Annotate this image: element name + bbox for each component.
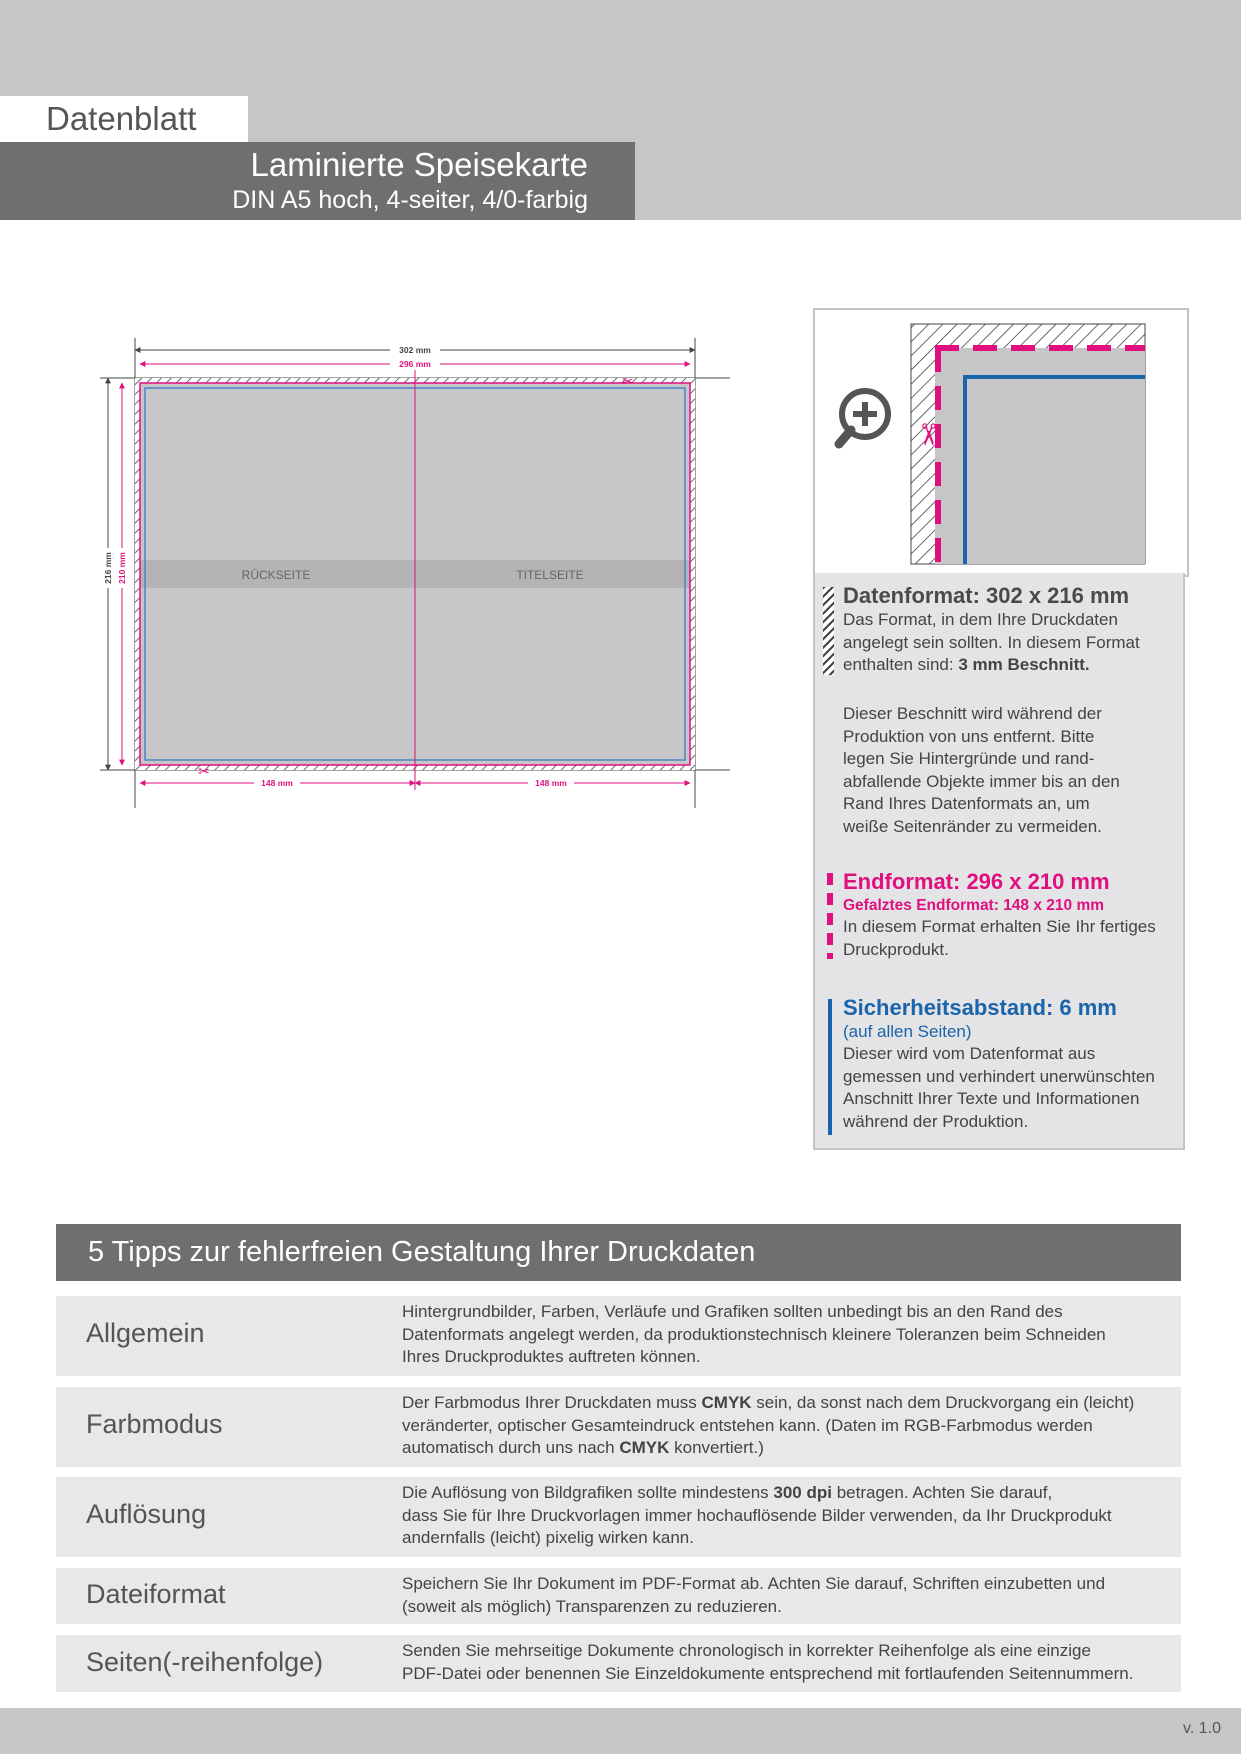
sicherheit-block [843,995,1175,1133]
info-panel [813,573,1185,1150]
tip-emphasis: 300 dpi [773,1483,832,1502]
datenformat-line [843,654,1175,677]
tip-line: andernfalls (leicht) pixelig wirken kann. [402,1528,694,1548]
right-page-label: TITELSEITE [516,568,584,582]
tip-line-part: Der Farbmodus Ihrer Druckdaten muss [402,1393,702,1412]
tip-text [402,1301,1171,1369]
scissors-icon: ✂ [622,373,634,389]
left-width-label: 148 mm [261,778,293,788]
footer-band [0,1708,1241,1754]
tip-text [402,1392,1171,1460]
zoom-panel [813,308,1189,577]
datenformat-title: Datenformat: 302 x 216 mm [843,583,1130,608]
note-line: Dieser Beschnitt wird während der [843,704,1102,723]
tip-line-part: betragen. Achten Sie darauf, [831,1483,1053,1502]
tip-line: Hintergrundbilder, Farben, Verläufe und Grafiken sollten unbedingt bis an den Rand des [402,1302,1063,1321]
scissors-icon: ✂ [911,422,944,448]
tip-line: dass Sie für Ihre Druckvorlagen immer hochauflösende Bilder verwenden, da Ihr Druckprodukt [402,1505,1112,1525]
doc-type-label: Datenblatt [0,96,248,142]
tip-line [402,1482,1171,1505]
tip-line-part: sein, da sonst nach dem Druckvorgang ein (leicht) [751,1393,1135,1412]
endformat-line: In diesem Format erhalten Sie Ihr fertiges [843,917,1156,936]
tip-row-allgemein [56,1296,1181,1376]
title-box [0,142,635,220]
safety-marker [828,999,832,1135]
sicherheit-title: Sicherheitsabstand: 6 mm [843,995,1117,1020]
tip-line: Ihres Druckproduktes auftreten können. [402,1347,701,1367]
inner-height-label: 210 mm [117,552,127,584]
outer-height-label: 216 mm [103,552,113,584]
tip-text [402,1573,1171,1618]
endformat-subtitle: Gefalztes Endformat: 148 x 210 mm [843,897,1105,914]
tip-label: Dateiformat [86,1579,226,1609]
left-page-label: RÜCKSEITE [241,568,311,582]
sicherheit-line: gemessen und verhindert unerwünschten [843,1066,1155,1086]
trim-marker [827,873,833,959]
endformat-block [843,869,1175,961]
tip-line: (soweit als möglich) Transparenzen zu reduzieren. [402,1596,782,1616]
note-line: Rand Ihres Datenformats an, um [843,794,1090,814]
tip-label: Farbmodus [86,1409,223,1439]
scissors-icon: ✂ [198,763,210,779]
datenformat-block [843,583,1175,677]
note-line: Produktion von uns entfernt. Bitte [843,726,1095,746]
outer-width-label: 302 mm [399,345,431,355]
note-line: legen Sie Hintergründe und rand- [843,749,1095,769]
tip-label: Seiten(-reihenfolge) [86,1647,324,1677]
tip-line [402,1437,1171,1460]
tip-line: Senden Sie mehrseitige Dokumente chronologisch in korrekter Reihenfolge als eine einzige [402,1641,1091,1660]
tip-line-part: Die Auflösung von Bildgrafiken sollte mindestens [402,1483,774,1502]
beschnitt-emphasis: 3 mm Beschnitt. [958,655,1090,675]
zoom-illustration [815,310,1187,575]
tip-line: PDF-Datei oder benennen Sie Einzeldokumente entsprechend mit fortlaufenden Seitennummern. [402,1663,1134,1683]
tip-line-part: automatisch durch uns nach [402,1438,620,1458]
endformat-title: Endformat: 296 x 210 mm [843,869,1110,894]
tip-label: Auflösung [86,1499,207,1529]
tip-label: Allgemein [86,1318,205,1348]
note-line: abfallende Objekte immer bis an den [843,771,1120,791]
tip-line: Speichern Sie Ihr Dokument im PDF-Format ab. Achten Sie darauf, Schriften einzubetten und [402,1574,1106,1593]
tip-row-farbmodus [56,1387,1181,1467]
sicherheit-line: Dieser wird vom Datenformat aus [843,1044,1096,1063]
beschnitt-note [843,703,1175,839]
endformat-line: Druckprodukt. [843,939,949,959]
tip-row-dateiformat [56,1568,1181,1624]
datenformat-line: angelegt sein sollten. In diesem Format [843,632,1140,652]
tips-heading: 5 Tipps zur fehlerfreien Gestaltung Ihrer Druckdaten [56,1224,1181,1281]
tip-row-seiten [56,1635,1181,1692]
tip-text [402,1482,1171,1550]
sicherheit-line: Anschnitt Ihrer Texte und Informationen [843,1089,1140,1109]
inner-width-label: 296 mm [399,359,431,369]
sicherheit-subtitle: (auf allen Seiten) [843,1022,972,1041]
tip-row-aufloesung [56,1477,1181,1557]
tip-emphasis: CMYK [619,1438,670,1458]
right-width-label: 148 mm [535,778,567,788]
tip-line-part: konvertiert.) [669,1438,764,1458]
tip-emphasis: CMYK [701,1393,752,1412]
bleed-marker [823,587,834,675]
page-subtitle: DIN A5 hoch, 4-seiter, 4/0-farbig [232,186,588,214]
note-line: weiße Seitenränder zu vermeiden. [843,816,1102,836]
zoom-in-icon [839,391,888,444]
sicherheit-line: während der Produktion. [843,1111,1029,1131]
tip-text [402,1640,1171,1685]
tip-line: Datenformats angelegt werden, da produktionstechnisch kleinere Toleranzen beim Schneiden [402,1324,1106,1344]
datenformat-line-text: enthalten sind: [843,655,954,675]
datenformat-line: Das Format, in dem Ihre Druckdaten [843,610,1118,629]
tip-line: veränderter, optischer Gesamteindruck entstehen kann. (Daten im RGB-Farbmodus werden [402,1415,1093,1435]
tip-line [402,1392,1171,1415]
format-diagram [90,330,750,830]
version-label: v. 1.0 [1183,1720,1221,1737]
page-title: Laminierte Speisekarte [250,146,588,183]
